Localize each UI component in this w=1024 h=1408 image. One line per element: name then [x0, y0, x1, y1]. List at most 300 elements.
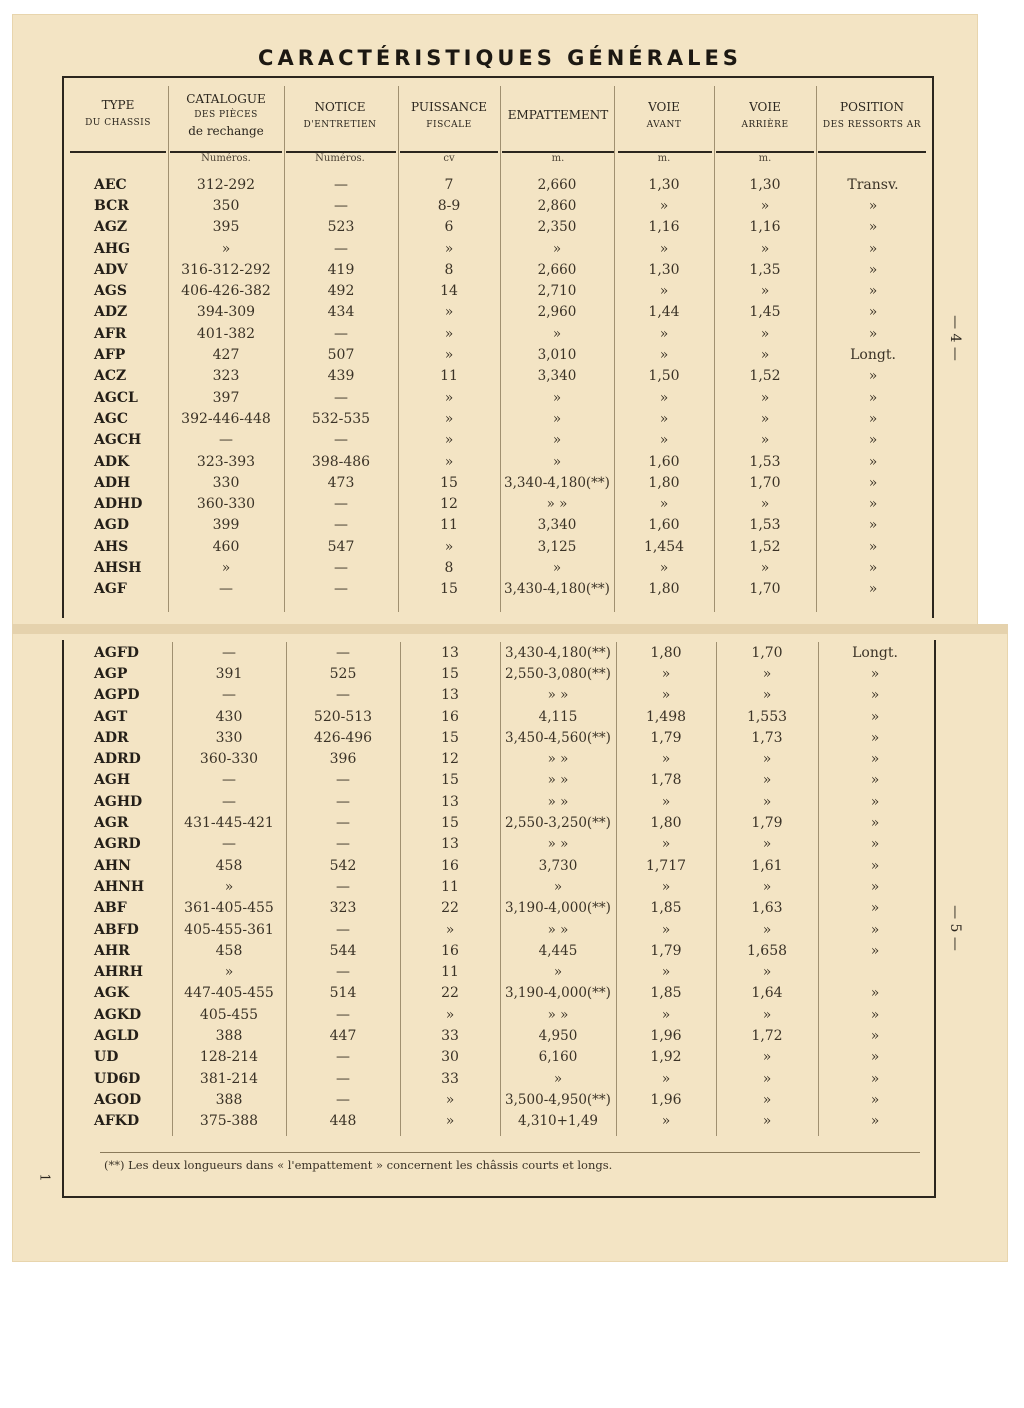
cell-voie-arriere: »: [762, 687, 772, 704]
cell-type: AGFD: [94, 644, 139, 661]
cell-puissance: 15: [441, 772, 459, 789]
table-row: [64, 961, 932, 982]
cell-type: AGLD: [94, 1027, 139, 1044]
cell-notice: —: [334, 197, 348, 214]
cell-voie-avant: 1,80: [650, 815, 682, 832]
cell-puissance: 15: [441, 815, 459, 832]
cell-puissance: 13: [441, 687, 459, 704]
cell-voie-avant: »: [661, 1070, 671, 1087]
cell-catalogue: »: [221, 559, 231, 576]
header-notice-line2: D'ENTRETIEN: [303, 120, 377, 130]
cell-position: »: [870, 1091, 880, 1108]
cell-type: AFKD: [94, 1113, 140, 1130]
cell-puissance: 7: [444, 176, 454, 193]
cell-puissance: »: [445, 1091, 455, 1108]
cell-notice: 542: [329, 857, 357, 874]
cell-empattement: 3,340: [537, 517, 577, 534]
cell-catalogue: 460: [212, 538, 240, 555]
table-row: [64, 1047, 932, 1068]
table-row: [64, 302, 930, 323]
header-voie-arriere-line1: VOIE: [749, 100, 781, 114]
cell-notice: 514: [329, 985, 357, 1002]
cell-catalogue: 316-312-292: [181, 261, 271, 278]
cell-voie-avant: 1,80: [648, 581, 680, 598]
cell-voie-avant: »: [661, 1113, 671, 1130]
cell-puissance: »: [444, 240, 454, 257]
cell-voie-arriere: 1,53: [749, 453, 781, 470]
cell-voie-avant: »: [661, 665, 671, 682]
cell-catalogue: 399: [212, 517, 240, 534]
cell-voie-avant: 1,96: [650, 1091, 682, 1108]
cell-notice: —: [336, 921, 350, 938]
cell-catalogue: »: [224, 878, 234, 895]
cell-voie-avant: »: [661, 878, 671, 895]
cell-voie-avant: »: [659, 347, 669, 364]
cell-voie-arriere: »: [760, 325, 770, 342]
cell-puissance: 12: [440, 496, 458, 513]
cell-voie-arriere: »: [762, 1049, 772, 1066]
cell-voie-arriere: »: [760, 240, 770, 257]
cell-type: ADH: [94, 474, 131, 491]
cell-catalogue: 458: [215, 857, 243, 874]
cell-position: »: [870, 1070, 880, 1087]
cell-position: »: [870, 921, 880, 938]
header-puissance: [398, 100, 500, 132]
cell-notice: —: [334, 176, 348, 193]
cell-type: ADRD: [94, 751, 141, 768]
cell-type: AFR: [94, 325, 127, 342]
table-row: [64, 515, 930, 536]
cell-voie-avant: 1,92: [650, 1049, 682, 1066]
cell-empattement: »: [552, 325, 562, 342]
cell-position: Transv.: [847, 176, 899, 193]
cell-type: AHS: [94, 538, 129, 555]
cell-voie-avant: 1,16: [648, 219, 680, 236]
cell-voie-arriere: »: [760, 432, 770, 449]
table-row: [64, 919, 932, 940]
cell-empattement: » »: [547, 836, 569, 853]
cell-voie-avant: »: [659, 325, 669, 342]
cell-voie-avant: 1,85: [650, 900, 682, 917]
table-row: [64, 408, 930, 429]
table-row: [64, 217, 930, 238]
cell-position: »: [868, 453, 878, 470]
cell-position: »: [870, 900, 880, 917]
cell-empattement: »: [552, 432, 562, 449]
cell-catalogue: —: [222, 793, 236, 810]
cell-empattement: 2,860: [537, 197, 577, 214]
cell-voie-avant: »: [659, 283, 669, 300]
table-row: [64, 855, 932, 876]
cell-empattement: 6,160: [538, 1049, 578, 1066]
cell-empattement: 2,960: [537, 304, 577, 321]
cell-catalogue: 431-445-421: [184, 815, 274, 832]
cell-puissance: 33: [441, 1070, 459, 1087]
cell-position: Longt.: [852, 644, 898, 661]
cell-type: UD: [94, 1049, 119, 1066]
table-row: [64, 451, 930, 472]
cell-notice: —: [334, 432, 348, 449]
cell-type: AHNH: [94, 878, 145, 895]
cell-voie-avant: »: [661, 1006, 671, 1023]
cell-type: AGC: [94, 410, 128, 427]
cell-type: ADZ: [94, 304, 128, 321]
cell-notice: —: [336, 1049, 350, 1066]
cell-empattement: 4,950: [538, 1027, 578, 1044]
cell-voie-arriere: 1,70: [749, 474, 781, 491]
cell-type: AGZ: [94, 219, 128, 236]
cell-empattement: 3,125: [537, 538, 577, 555]
cell-puissance: »: [444, 538, 454, 555]
table-row: [64, 834, 932, 855]
cell-notice: 520-513: [313, 708, 373, 725]
footnote: (**) Les deux longueurs dans « l'empattement » concernent les châssis courts et longs.: [104, 1158, 613, 1172]
cell-notice: —: [336, 1070, 350, 1087]
cell-notice: —: [336, 1006, 350, 1023]
cell-voie-avant: 1,96: [650, 1027, 682, 1044]
header-empattement-line1: EMPATTEMENT: [507, 108, 609, 122]
table-row: [64, 983, 932, 1004]
cell-puissance: »: [444, 453, 454, 470]
cell-voie-arriere: 1,52: [749, 538, 781, 555]
cell-voie-arriere: »: [762, 793, 772, 810]
table-row: [64, 770, 932, 791]
table-row: [64, 280, 930, 301]
cell-position: »: [868, 496, 878, 513]
cell-puissance: 12: [441, 751, 459, 768]
table-row: [64, 876, 932, 897]
cell-voie-avant: »: [661, 793, 671, 810]
cell-catalogue: 330: [212, 474, 240, 491]
cell-voie-arriere: 1,63: [751, 900, 783, 917]
cell-type: AGF: [94, 581, 127, 598]
cell-puissance: »: [445, 1006, 455, 1023]
cell-voie-avant: »: [661, 921, 671, 938]
table-row: [64, 748, 932, 769]
cell-voie-arriere: 1,61: [751, 857, 783, 874]
cell-type: ACZ: [94, 368, 127, 385]
chassis-table-bottom: [64, 642, 932, 1132]
cell-voie-avant: 1,717: [645, 857, 687, 874]
cell-voie-arriere: 1,658: [746, 942, 788, 959]
cell-voie-avant: 1,454: [643, 538, 685, 555]
cell-empattement: 3,430-4,180(**): [505, 644, 611, 661]
cell-notice: 323: [329, 900, 357, 917]
cell-notice: 525: [329, 665, 357, 682]
cell-notice: —: [336, 836, 350, 853]
table-row: [64, 366, 930, 387]
cell-position: »: [868, 368, 878, 385]
cell-empattement: 3,430-4,180(**): [504, 581, 610, 598]
cell-empattement: »: [553, 1070, 563, 1087]
cell-puissance: 22: [441, 900, 459, 917]
cell-position: »: [868, 389, 878, 406]
cell-type: AGS: [94, 283, 127, 300]
cell-puissance: 11: [441, 878, 459, 895]
cell-empattement: 4,445: [538, 942, 578, 959]
cell-puissance: »: [444, 410, 454, 427]
table-row: [64, 323, 930, 344]
cell-notice: 547: [327, 538, 355, 555]
cell-catalogue: 405-455-361: [184, 921, 274, 938]
cell-type: AGHD: [94, 793, 143, 810]
cell-voie-arriere: »: [762, 964, 772, 981]
cell-empattement: »: [552, 410, 562, 427]
cell-notice: —: [336, 793, 350, 810]
cell-notice: —: [334, 559, 348, 576]
cell-notice: —: [334, 325, 348, 342]
cell-notice: 447: [329, 1027, 357, 1044]
cell-position: »: [870, 665, 880, 682]
cell-puissance: »: [445, 921, 455, 938]
cell-type: ADR: [94, 729, 129, 746]
cell-puissance: 11: [441, 964, 459, 981]
cell-type: AGRD: [94, 836, 141, 853]
cell-voie-arriere: 1,70: [749, 581, 781, 598]
cell-voie-avant: »: [661, 751, 671, 768]
cell-voie-avant: »: [661, 964, 671, 981]
cell-empattement: 3,450-4,560(**): [505, 729, 611, 746]
cell-catalogue: 395: [212, 219, 240, 236]
header-position-line2: DES RESSORTS AR: [822, 120, 922, 130]
cell-type: AFP: [94, 347, 126, 364]
cell-voie-avant: »: [659, 240, 669, 257]
cell-voie-arriere: »: [760, 389, 770, 406]
cell-empattement: 3,190-4,000(**): [505, 900, 611, 917]
header-position-line1: POSITION: [840, 100, 904, 114]
chassis-table-top: [64, 174, 930, 600]
table-row: [64, 493, 930, 514]
cell-voie-avant: »: [661, 836, 671, 853]
cell-empattement: 2,550-3,080(**): [505, 665, 611, 682]
cell-empattement: » »: [547, 751, 569, 768]
cell-position: »: [868, 283, 878, 300]
cell-puissance: 15: [441, 665, 459, 682]
cell-type: BCR: [94, 197, 129, 214]
cell-notice: 398-486: [311, 453, 371, 470]
cell-puissance: 11: [440, 368, 458, 385]
cell-type: AGH: [94, 772, 131, 789]
cell-position: »: [868, 240, 878, 257]
cell-catalogue: —: [222, 687, 236, 704]
cell-position: »: [868, 197, 878, 214]
header-type: [70, 98, 166, 130]
cell-voie-arriere: 1,45: [749, 304, 781, 321]
page-number-top: — 4 —: [947, 315, 963, 361]
cell-voie-arriere: »: [760, 559, 770, 576]
page-title: CARACTÉRISTIQUES GÉNÉRALES: [258, 46, 742, 70]
table-row: [64, 1111, 932, 1132]
cell-voie-avant: 1,79: [650, 729, 682, 746]
cell-puissance: 16: [441, 942, 459, 959]
cell-empattement: »: [552, 389, 562, 406]
table-row: [64, 1089, 932, 1110]
cell-position: »: [870, 836, 880, 853]
table-row: [64, 1025, 932, 1046]
cell-catalogue: 388: [215, 1091, 243, 1108]
cell-voie-arriere: 1,79: [751, 815, 783, 832]
cell-voie-arriere: »: [760, 410, 770, 427]
cell-position: »: [870, 1049, 880, 1066]
cell-voie-arriere: 1,35: [749, 261, 781, 278]
cell-notice: 439: [327, 368, 355, 385]
table-row: [64, 557, 930, 578]
footnote-rule: [100, 1152, 920, 1153]
cell-voie-avant: 1,78: [650, 772, 682, 789]
header-rule: [818, 151, 926, 153]
table-row: [64, 940, 932, 961]
cell-puissance: 15: [440, 581, 458, 598]
cell-voie-arriere: »: [762, 836, 772, 853]
cell-voie-avant: 1,85: [650, 985, 682, 1002]
cell-notice: 532-535: [311, 410, 371, 427]
cell-voie-arriere: »: [760, 347, 770, 364]
cell-puissance: 14: [440, 283, 458, 300]
cell-type: AGCL: [94, 389, 138, 406]
cell-voie-arriere: 1,72: [751, 1027, 783, 1044]
cell-voie-avant: 1,30: [648, 261, 680, 278]
cell-voie-avant: »: [659, 410, 669, 427]
cell-position: [818, 961, 932, 982]
cell-empattement: » »: [546, 496, 568, 513]
cell-position: »: [868, 474, 878, 491]
cell-notice: —: [334, 496, 348, 513]
cell-voie-arriere: »: [762, 772, 772, 789]
cell-position: »: [870, 857, 880, 874]
cell-notice: 523: [327, 219, 355, 236]
cell-empattement: 3,730: [538, 857, 578, 874]
cell-puissance: 22: [441, 985, 459, 1002]
header-voie-arriere: [716, 100, 814, 132]
cell-puissance: 33: [441, 1027, 459, 1044]
cell-puissance: 16: [441, 857, 459, 874]
cell-notice: —: [336, 687, 350, 704]
cell-empattement: »: [552, 240, 562, 257]
table-row: [64, 812, 932, 833]
table-row: [64, 791, 932, 812]
cell-catalogue: 405-455: [199, 1006, 259, 1023]
cell-type: UD6D: [94, 1070, 141, 1087]
cell-voie-arriere: »: [762, 665, 772, 682]
cell-position: »: [870, 1027, 880, 1044]
table-row: [64, 344, 930, 365]
header-empattement: [502, 108, 614, 122]
cell-notice: 448: [329, 1113, 357, 1130]
cell-voie-avant: »: [659, 559, 669, 576]
header-rule: [70, 151, 166, 153]
cell-empattement: 4,310+1,49: [517, 1113, 599, 1130]
cell-catalogue: 394-309: [196, 304, 256, 321]
cell-puissance: 13: [441, 644, 459, 661]
cell-empattement: 3,010: [537, 347, 577, 364]
cell-type: AGOD: [94, 1091, 142, 1108]
table-row: [64, 685, 932, 706]
cell-type: AGCH: [94, 432, 142, 449]
cell-voie-avant: 1,30: [648, 176, 680, 193]
cell-puissance: 15: [440, 474, 458, 491]
cell-type: AGK: [94, 985, 129, 1002]
cell-catalogue: 375-388: [199, 1113, 259, 1130]
cell-catalogue: 361-405-455: [184, 900, 274, 917]
cell-catalogue: »: [221, 240, 231, 257]
header-voie-arriere-line2: ARRIÈRE: [741, 120, 789, 130]
cell-notice: —: [336, 1091, 350, 1108]
table-row: [64, 1068, 932, 1089]
cell-catalogue: 427: [212, 347, 240, 364]
cell-position: »: [868, 581, 878, 598]
cell-puissance: 8: [444, 559, 454, 576]
header-voie-avant: [616, 100, 712, 132]
cell-empattement: 3,340: [537, 368, 577, 385]
cell-voie-arriere: »: [762, 921, 772, 938]
table-row: [64, 195, 930, 216]
cell-voie-arriere: »: [762, 1070, 772, 1087]
cell-notice: 434: [327, 304, 355, 321]
cell-catalogue: 430: [215, 708, 243, 725]
cell-notice: —: [336, 772, 350, 789]
table-row: [64, 642, 932, 663]
cell-position: »: [870, 772, 880, 789]
header-voie-avant-line1: VOIE: [648, 100, 680, 114]
table-row: [64, 174, 930, 195]
cell-notice: 426-496: [313, 729, 373, 746]
header-position: [816, 100, 928, 132]
header-catalogue-line2: DES PIÈCES: [194, 110, 258, 120]
cell-position: »: [870, 985, 880, 1002]
cell-voie-arriere: »: [760, 496, 770, 513]
cell-position: »: [868, 304, 878, 321]
cell-position: »: [868, 325, 878, 342]
cell-voie-avant: »: [659, 197, 669, 214]
header-catalogue: [170, 92, 282, 138]
cell-notice: 507: [327, 347, 355, 364]
table-row: [64, 430, 930, 451]
table-row: [64, 1004, 932, 1025]
cell-empattement: 2,710: [537, 283, 577, 300]
cell-empattement: 4,115: [538, 708, 578, 725]
table-row: [64, 898, 932, 919]
cell-catalogue: 323: [212, 368, 240, 385]
cell-voie-arriere: »: [762, 751, 772, 768]
table-row: [64, 472, 930, 493]
cell-catalogue: 128-214: [199, 1049, 259, 1066]
cell-catalogue: »: [224, 964, 234, 981]
cell-puissance: 13: [441, 793, 459, 810]
cell-type: ADK: [94, 453, 130, 470]
cell-catalogue: —: [222, 644, 236, 661]
cell-voie-avant: 1,60: [648, 453, 680, 470]
cell-catalogue: —: [222, 836, 236, 853]
table-row: [64, 663, 932, 684]
cell-puissance: 13: [441, 836, 459, 853]
cell-position: »: [870, 942, 880, 959]
cell-voie-arriere: »: [762, 1091, 772, 1108]
header-puissance-line2: FISCALE: [426, 120, 472, 130]
cell-voie-arriere: 1,52: [749, 368, 781, 385]
cell-position: »: [868, 559, 878, 576]
header-type-line2: DU CHASSIS: [85, 118, 151, 128]
cell-catalogue: 360-330: [199, 751, 259, 768]
cell-empattement: 3,190-4,000(**): [505, 985, 611, 1002]
cell-type: ABF: [94, 900, 127, 917]
cell-catalogue: 381-214: [199, 1070, 259, 1087]
table-row: [64, 238, 930, 259]
cell-voie-arriere: »: [760, 197, 770, 214]
cell-empattement: »: [553, 878, 563, 895]
cell-puissance: 15: [441, 729, 459, 746]
cell-empattement: 2,660: [537, 261, 577, 278]
cell-voie-arriere: 1,64: [751, 985, 783, 1002]
